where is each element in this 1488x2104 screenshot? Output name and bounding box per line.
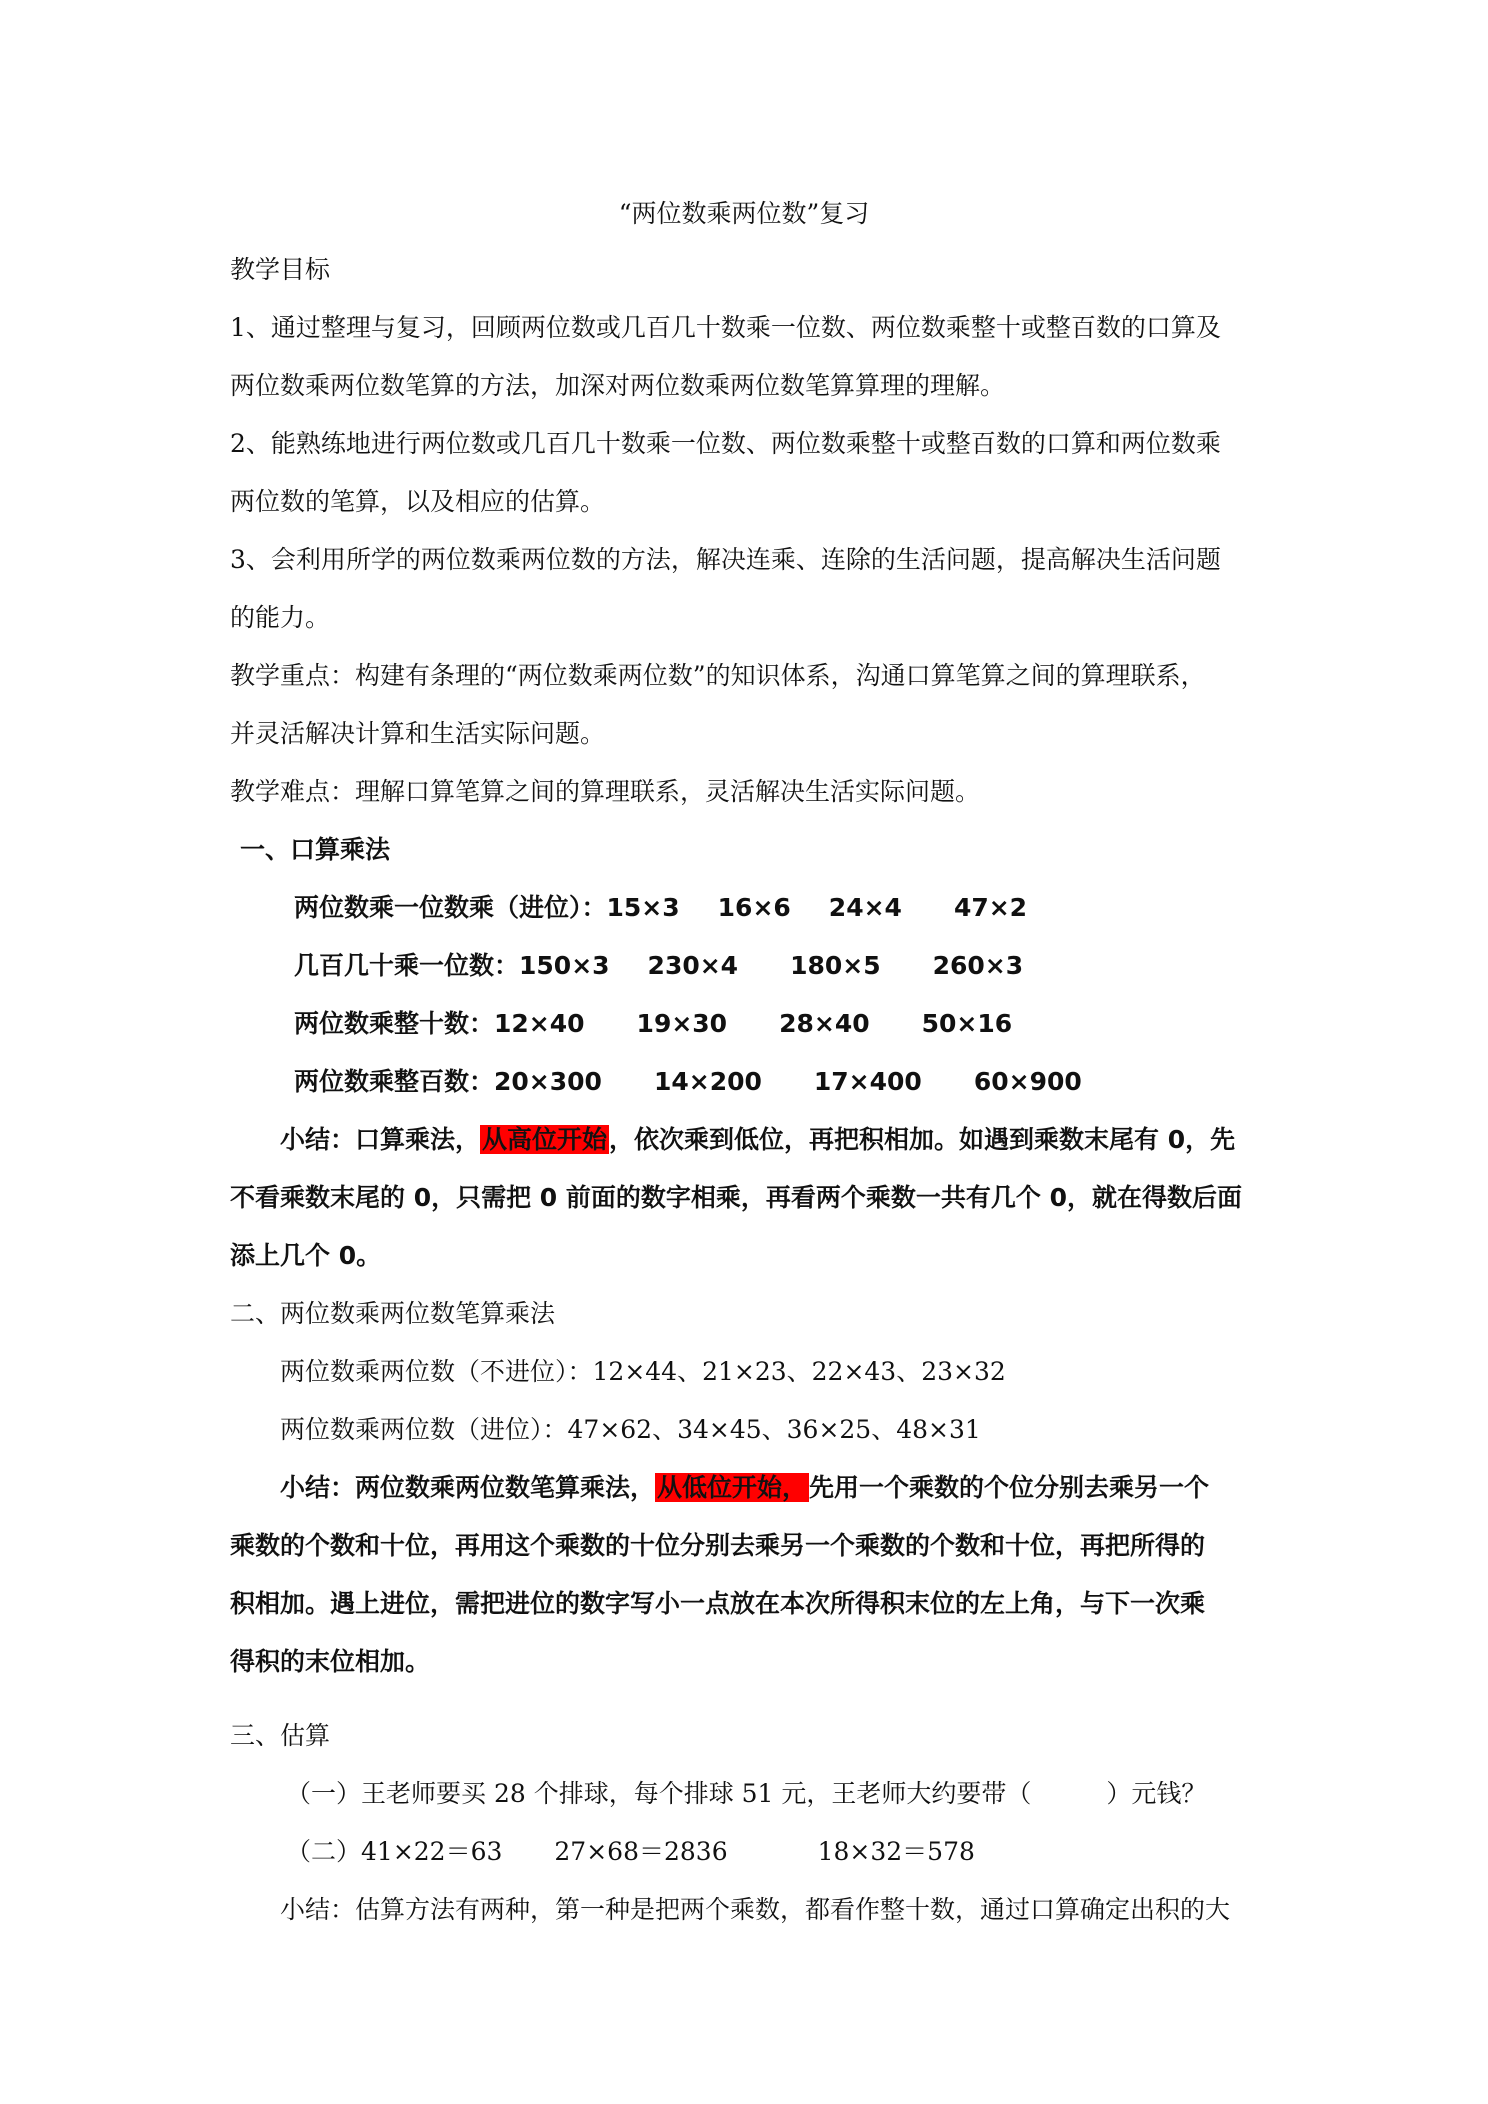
mental-row-3: [294, 1006, 1334, 1042]
expression: 14×200: [653, 1067, 762, 1096]
expression: 47×2: [953, 893, 1028, 922]
expression: 19×30: [636, 1009, 728, 1038]
expression: 24×4: [828, 893, 902, 922]
section-1-heading: 一、口算乘法: [240, 835, 391, 864]
section-2-summary-line-3: 积相加。遇上进位，需把进位的数字写小一点放在本次所得积末位的左上角，与下一次乘: [230, 1589, 1206, 1618]
expression: 50×16: [921, 1009, 1013, 1038]
difficulty: 教学难点：理解口算笔算之间的算理联系，灵活解决生活实际问题。: [230, 777, 981, 806]
objective-3-line-1: 3、会利用所学的两位数乘两位数的方法，解决连乘、连除的生活问题，提高解决生活问题: [230, 545, 1221, 574]
mental-row-1: [294, 890, 1334, 926]
section-2-summary-line-4: 得积的末位相加。: [230, 1647, 431, 1676]
objective-2-line-2: 两位数的笔算，以及相应的估算。: [230, 487, 606, 516]
document-title: “两位数乘两位数”复习: [618, 199, 870, 228]
expression: 20×300: [494, 1067, 602, 1096]
summary-text: 先用一个乘数的个位分别去乘另一个: [809, 1473, 1210, 1502]
mental-row-4: [294, 1064, 1334, 1100]
key-point-line-1: 教学重点：构建有条理的“两位数乘两位数”的知识体系，沟通口算笔算之间的算理联系，: [230, 661, 1206, 690]
objective-1-line-1: 1、通过整理与复习，回顾两位数或几百几十数乘一位数、两位数乘整十或整百数的口算及: [230, 313, 1221, 342]
section-1-summary-line-2: 不看乘数末尾的 0，只需把 0 前面的数字相乘，再看两个乘数一共有几个 0，就在得数后面: [230, 1183, 1243, 1212]
section-1-summary-line-3: 添上几个 0。: [230, 1241, 382, 1270]
highlighted-text: 从低位开始，: [657, 1473, 808, 1502]
section-3-summary: 小结：估算方法有两种，第一种是把两个乘数，都看作整十数，通过口算确定出积的大: [280, 1895, 1231, 1924]
expression: 230×4: [647, 951, 739, 980]
highlighted-text: 从高位开始: [482, 1125, 608, 1154]
estimate-question-1: （一）王老师要买 28 个排球，每个排球 51 元，王老师大约要带（ ）元钱？: [286, 1779, 1207, 1808]
expression: 28×40: [779, 1009, 870, 1038]
objectives-heading: 教学目标: [230, 255, 331, 284]
row-label: 几百几十乘一位数：: [294, 951, 520, 980]
summary-text: 小结：两位数乘两位数笔算乘法，: [280, 1473, 656, 1502]
written-nocarry: 两位数乘两位数（不进位）：12×44、21×23、22×43、23×32: [280, 1357, 1006, 1386]
expression: 15×3: [606, 893, 680, 922]
equation: 18×32＝578: [817, 1837, 975, 1866]
mental-row-2: [294, 948, 1334, 984]
question-label: （二）: [286, 1837, 362, 1866]
equation: 27×68＝2836: [554, 1837, 728, 1866]
summary-text: 小结：口算乘法，: [280, 1125, 481, 1154]
expression: 16×6: [717, 893, 791, 922]
key-point-line-2: 并灵活解决计算和生活实际问题。: [230, 719, 606, 748]
equation: 41×22＝63: [361, 1837, 503, 1866]
row-label: 两位数乘整百数：: [294, 1067, 495, 1096]
expression: 150×3: [519, 951, 610, 980]
section-3-heading: 三、估算: [230, 1721, 331, 1750]
row-label: 两位数乘一位数乘（进位）：: [294, 893, 607, 922]
objective-3-line-2: 的能力。: [230, 603, 331, 632]
section-1-summary-line-1: [280, 1122, 1320, 1158]
expression: 260×3: [932, 951, 1024, 980]
objective-2-line-1: 2、能熟练地进行两位数或几百几十数乘一位数、两位数乘整十或整百数的口算和两位数乘: [230, 429, 1221, 458]
row-label: 两位数乘整十数：: [294, 1009, 495, 1038]
section-2-summary-line-2: 乘数的个数和十位，再用这个乘数的十位分别去乘另一个乘数的个数和十位，再把所得的: [230, 1531, 1206, 1560]
written-carry: 两位数乘两位数（进位）：47×62、34×45、36×25、48×31: [280, 1415, 981, 1444]
expression: 17×400: [813, 1067, 922, 1096]
objective-1-line-2: 两位数乘两位数笔算的方法，加深对两位数乘两位数笔算算理的理解。: [230, 371, 1006, 400]
section-2-summary-line-1: [280, 1470, 1320, 1506]
expression: 180×5: [790, 951, 881, 980]
section-2-heading: 二、两位数乘两位数笔算乘法: [230, 1299, 556, 1328]
summary-text: ，依次乘到低位，再把积相加。如遇到乘数末尾有 0，先: [609, 1125, 1236, 1154]
expression: 60×900: [973, 1067, 1082, 1096]
estimate-question-2: [286, 1834, 1326, 1870]
expression: 12×40: [494, 1009, 585, 1038]
